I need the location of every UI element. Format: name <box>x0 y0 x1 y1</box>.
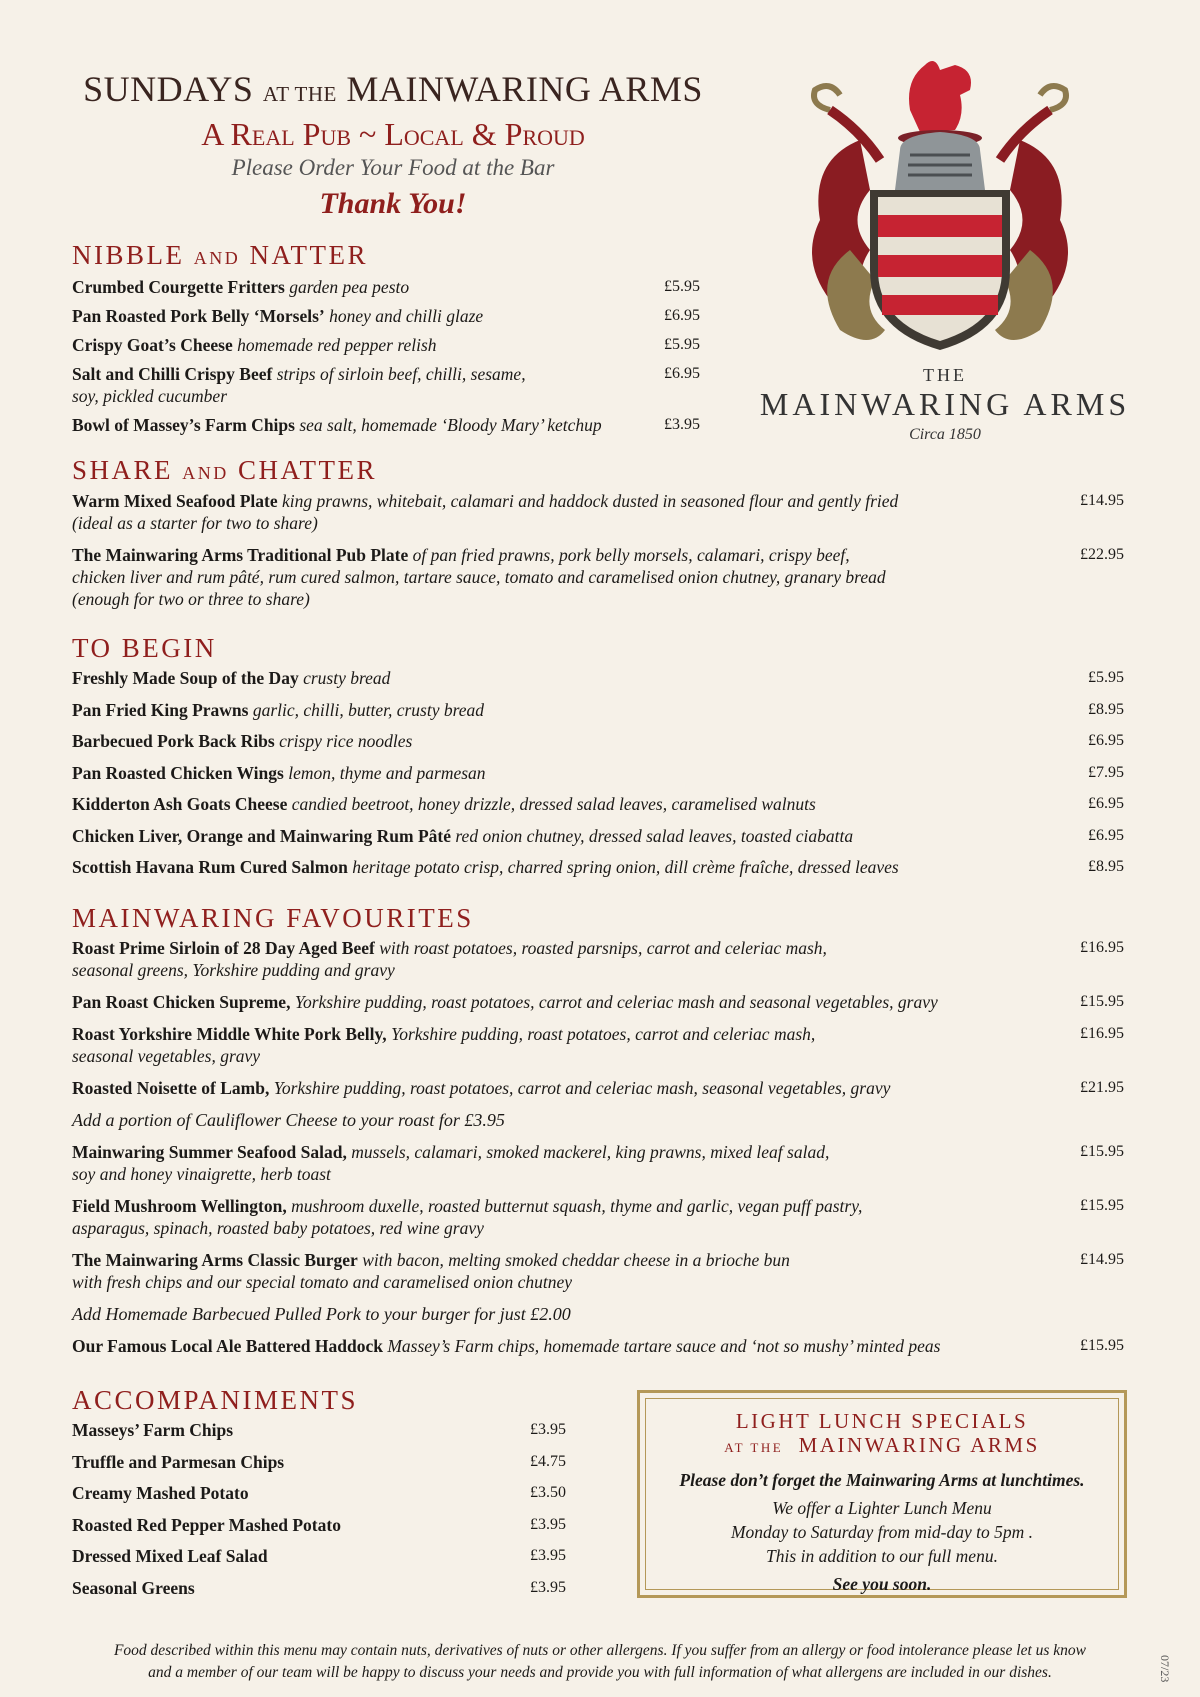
page-title <box>68 68 718 115</box>
menu-header <box>68 68 718 225</box>
title-at-the: AT THE <box>262 82 337 106</box>
item-description: lemon, thyme and parmesan <box>288 762 486 783</box>
light-lunch-box <box>637 1390 1127 1598</box>
item-price: £15.95 <box>1080 993 1124 1010</box>
version-stamp: 07/23 <box>1158 1655 1172 1683</box>
item-name: Kidderton Ash Goats Cheese <box>72 794 288 814</box>
item-description: with bacon, melting smoked cheddar cheese in a brioche bun <box>362 1250 790 1270</box>
item-name: Freshly Made Soup of the Day <box>72 668 299 688</box>
item-price: £16.95 <box>1080 939 1124 956</box>
item-description: crispy rice noodles <box>279 731 413 751</box>
section-title <box>72 455 1124 488</box>
item-price: £3.95 <box>530 1421 566 1438</box>
item-description: garden pea pesto <box>289 277 410 297</box>
item-description: Yorkshire pudding, roast potatoes, carrot and celeriac mash and seasonal vegetables, gravy <box>294 992 938 1012</box>
item-name: Pan Roast Chicken Supreme, <box>72 992 291 1012</box>
menu-item <box>72 276 700 298</box>
item-description: crusty bread <box>303 668 391 688</box>
lunch-at-the: AT THE <box>724 1440 784 1455</box>
lunch-line: We offer a Lighter Lunch Menu <box>772 1498 992 1518</box>
allergen-line: and a member of our team will be happy to discuss your needs and provide you with full information of what allergens are included in our dishes. <box>148 1664 1052 1681</box>
menu-item <box>72 1077 1124 1099</box>
item-price: £5.95 <box>664 336 700 353</box>
menu-item <box>72 699 1124 721</box>
menu-item <box>72 730 1124 752</box>
title-pub-name: MAINWARING ARMS <box>346 69 703 109</box>
brand-circa: Circa 1850 <box>909 426 981 443</box>
item-price: £14.95 <box>1080 492 1124 509</box>
light-lunch-inner <box>645 1398 1119 1594</box>
item-name: Chicken Liver, Orange and Mainwaring Rum Pâté <box>72 825 452 846</box>
menu-item <box>72 1249 1124 1293</box>
item-name: Warm Mixed Seafood Plate <box>72 491 278 511</box>
side-item <box>72 1545 566 1567</box>
thank-you: Thank You! <box>319 187 467 220</box>
lunch-line: Please don’t forget the Mainwaring Arms at lunchtimes. <box>679 1470 1085 1490</box>
subtitle: A Real Pub ~ Local & Proud <box>201 116 585 152</box>
item-price: £15.95 <box>1080 1197 1124 1214</box>
lunch-line: This in addition to our full menu. <box>766 1546 998 1566</box>
item-description-cont: seasonal greens, Yorkshire pudding and gravy <box>72 960 395 980</box>
item-price: £7.95 <box>1088 763 1124 781</box>
item-price: £3.95 <box>664 416 700 433</box>
item-description-cont: soy, pickled cucumber <box>72 386 228 406</box>
item-description: garlic, chilli, butter, crusty bread <box>252 699 485 720</box>
item-name: Roasted Red Pepper Mashed Potato <box>72 1514 341 1535</box>
item-price: £3.95 <box>530 1547 566 1564</box>
brand-the: THE <box>923 365 967 385</box>
section-title: TO BEGIN <box>72 633 217 663</box>
side-item <box>72 1514 566 1536</box>
item-description-cont: (ideal as a starter for two to share) <box>72 513 318 533</box>
order-instruction: Please Order Your Food at the Bar <box>231 155 555 180</box>
item-description-cont: chicken liver and rum pâté, rum cured salmon, tartare sauce, tomato and caramelised onion chutney, granary bread <box>72 567 886 587</box>
item-price: £6.95 <box>664 365 700 382</box>
item-price: £14.95 <box>1080 1251 1124 1268</box>
item-name: Our Famous Local Ale Battered Haddock <box>72 1336 383 1356</box>
title-word: SHARE <box>72 455 174 485</box>
item-name: Bowl of Massey’s Farm Chips <box>72 415 295 435</box>
item-price: £5.95 <box>1088 669 1124 686</box>
menu-item <box>72 490 1124 534</box>
item-description: honey and chilli glaze <box>329 306 484 326</box>
item-description-cont: with fresh chips and our special tomato and caramelised onion chutney <box>72 1272 572 1292</box>
side-item <box>72 1451 566 1473</box>
item-price: £6.95 <box>1088 795 1124 812</box>
allergen-line: Food described within this menu may contain nuts, derivatives of nuts or other allergens. If you suffer from an allergy or food intolerance please let us know <box>113 1642 1087 1659</box>
menu-item <box>72 1141 1124 1185</box>
item-description: king prawns, whitebait, calamari and haddock dusted in seasoned flour and gently fried <box>281 491 899 511</box>
menu-item <box>72 305 700 327</box>
item-description: Yorkshire pudding, roast potatoes, carrot and celeriac mash, <box>391 1024 816 1044</box>
item-description-cont: seasonal vegetables, gravy <box>72 1046 261 1066</box>
item-price: £3.95 <box>530 1515 566 1533</box>
item-description: homemade red pepper relish <box>237 335 437 355</box>
item-price: £8.95 <box>1088 858 1124 875</box>
side-item <box>72 1419 566 1441</box>
title-word: NIBBLE <box>72 240 185 270</box>
item-price: £6.95 <box>1088 732 1124 749</box>
item-name: Roast Prime Sirloin of 28 Day Aged Beef <box>72 938 375 958</box>
item-name: Roasted Noisette of Lamb, <box>72 1078 270 1098</box>
lunch-line: Monday to Saturday from mid-day to 5pm . <box>730 1522 1033 1542</box>
item-description: candied beetroot, honey drizzle, dressed salad leaves, caramelised walnuts <box>291 794 816 814</box>
item-price: £15.95 <box>1080 1337 1124 1354</box>
item-name: Pan Roasted Chicken Wings <box>72 762 284 783</box>
item-name: Scottish Havana Rum Cured Salmon <box>72 857 348 877</box>
item-name: Masseys’ Farm Chips <box>72 1420 234 1440</box>
item-name: The Mainwaring Arms Classic Burger <box>72 1250 358 1270</box>
title-word: AND <box>193 248 241 268</box>
item-price: £15.95 <box>1080 1143 1124 1160</box>
item-name: Seasonal Greens <box>72 1577 195 1598</box>
lunch-title: LIGHT LUNCH SPECIALS <box>735 1409 1029 1433</box>
menu-item <box>72 334 700 356</box>
section-accompaniments <box>72 1385 566 1599</box>
item-price: £8.95 <box>1088 700 1124 718</box>
brand-block <box>750 364 1140 446</box>
item-price: £4.75 <box>530 1452 566 1470</box>
item-description: strips of sirloin beef, chilli, sesame, <box>276 364 526 384</box>
menu-note: Add a portion of Cauliflower Cheese to your roast for £3.95 <box>72 1110 505 1130</box>
lunch-subtitle <box>646 1433 1118 1460</box>
item-description: with roast potatoes, roasted parsnips, carrot and celeriac mash, <box>379 938 827 958</box>
title-word: CHATTER <box>238 455 378 485</box>
title-sundays: SUNDAYS <box>83 69 254 109</box>
item-description: Massey’s Farm chips, homemade tartare sauce and ‘not so mushy’ minted peas <box>387 1336 941 1356</box>
lunch-signoff: See you soon. <box>832 1574 932 1594</box>
item-name: Salt and Chilli Crispy Beef <box>72 364 273 384</box>
brand-name: MAINWARING ARMS <box>759 386 1131 422</box>
item-name: Crumbed Courgette Fritters <box>72 277 285 297</box>
item-description-cont: soy and honey vinaigrette, herb toast <box>72 1164 331 1184</box>
item-name: The Mainwaring Arms Traditional Pub Plate <box>72 545 409 565</box>
menu-item <box>72 856 1124 878</box>
title-word: NATTER <box>249 240 368 270</box>
item-price: £3.95 <box>530 1578 566 1596</box>
item-price: £6.95 <box>664 307 700 324</box>
menu-item <box>72 762 1124 784</box>
item-price: £21.95 <box>1080 1079 1124 1096</box>
item-description: mushroom duxelle, roasted butternut squash, thyme and garlic, vegan puff pastry, <box>291 1196 863 1216</box>
item-name: Field Mushroom Wellington, <box>72 1196 287 1216</box>
item-price: £5.95 <box>664 278 700 295</box>
item-price: £6.95 <box>1088 826 1124 844</box>
item-description: of pan fried prawns, pork belly morsels, calamari, crispy beef, <box>412 545 850 565</box>
section-nibble-and-natter <box>72 240 700 436</box>
menu-item <box>72 793 1124 815</box>
item-price: £16.95 <box>1080 1025 1124 1042</box>
item-name: Pan Roasted Pork Belly ‘Morsels’ <box>72 306 325 326</box>
menu-item <box>72 1023 1124 1067</box>
lunch-pub-name: MAINWARING ARMS <box>798 1433 1040 1457</box>
section-to-begin <box>72 633 1124 878</box>
section-title: ACCOMPANIMENTS <box>72 1385 359 1415</box>
item-description: red onion chutney, dressed salad leaves, toasted ciabatta <box>455 825 854 846</box>
item-price: £22.95 <box>1080 546 1124 563</box>
item-description: heritage potato crisp, charred spring onion, dill crème fraîche, dressed leaves <box>352 857 899 877</box>
menu-item <box>72 937 1124 981</box>
item-name: Pan Fried King Prawns <box>72 699 249 720</box>
item-name: Mainwaring Summer Seafood Salad, <box>72 1142 347 1162</box>
item-name: Roast Yorkshire Middle White Pork Belly, <box>72 1024 387 1044</box>
menu-note: Add Homemade Barbecued Pulled Pork to your burger for just £2.00 <box>72 1304 571 1324</box>
menu-item <box>72 544 1124 610</box>
coat-of-arms-logo <box>790 50 1090 360</box>
title-word: AND <box>182 463 229 483</box>
section-title <box>72 240 700 273</box>
item-price: £3.50 <box>530 1484 566 1501</box>
item-name: Dressed Mixed Leaf Salad <box>72 1546 268 1566</box>
item-description: mussels, calamari, smoked mackerel, king prawns, mixed leaf salad, <box>351 1142 830 1162</box>
section-title: MAINWARING FAVOURITES <box>72 903 474 933</box>
allergen-notice <box>60 1640 1140 1684</box>
menu-item <box>72 991 1124 1013</box>
item-name: Barbecued Pork Back Ribs <box>72 731 275 751</box>
menu-item <box>72 825 1124 847</box>
menu-item <box>72 1335 1124 1357</box>
menu-item <box>72 667 1124 689</box>
item-description: sea salt, homemade ‘Bloody Mary’ ketchup <box>299 415 602 435</box>
menu-item <box>72 363 700 407</box>
menu-item <box>72 414 700 436</box>
item-description: Yorkshire pudding, roast potatoes, carrot and celeriac mash, seasonal vegetables, gravy <box>273 1078 891 1098</box>
item-name: Creamy Mashed Potato <box>72 1483 249 1503</box>
menu-item <box>72 1195 1124 1239</box>
item-name: Crispy Goat’s Cheese <box>72 335 233 355</box>
section-share-and-chatter <box>72 455 1124 610</box>
item-description-cont: asparagus, spinach, roasted baby potatoes, red wine gravy <box>72 1218 484 1238</box>
item-name: Truffle and Parmesan Chips <box>72 1451 285 1472</box>
section-mainwaring-favourites <box>72 903 1124 1357</box>
side-item <box>72 1577 566 1599</box>
item-description-cont: (enough for two or three to share) <box>72 589 310 609</box>
side-item <box>72 1482 566 1504</box>
